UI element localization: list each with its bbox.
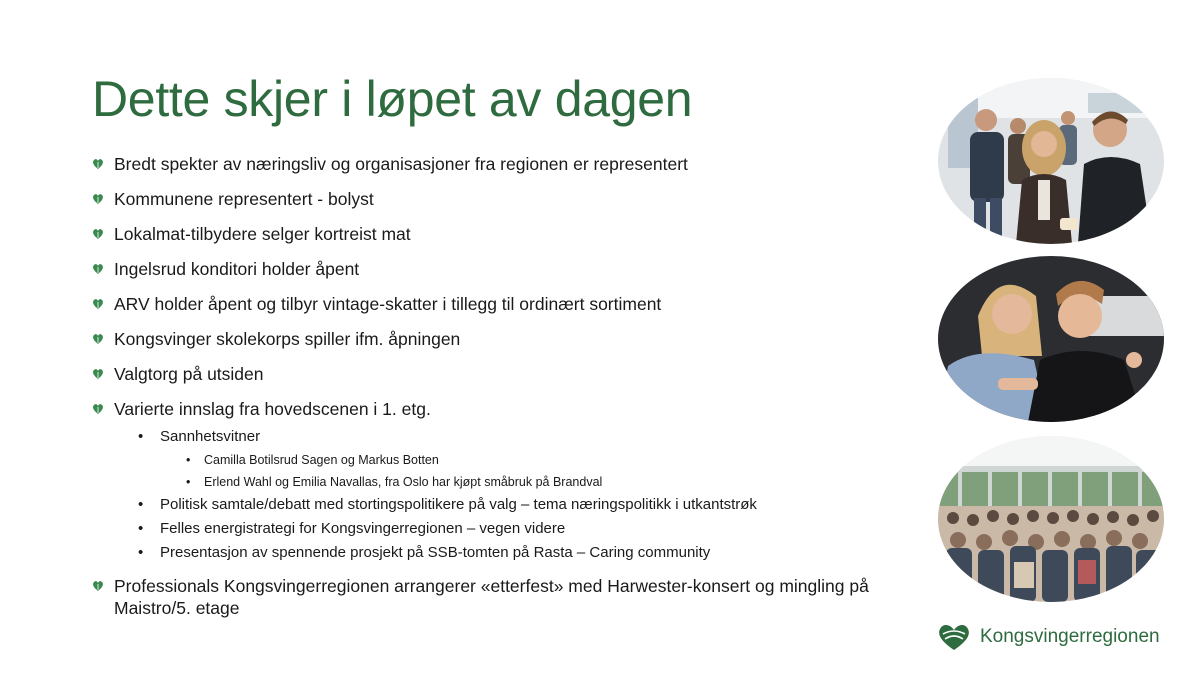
bullet-text: ARV holder åpent og tilbyr vintage-skatter i tillegg til ordinært sortiment xyxy=(114,294,662,314)
slide-title: Dette skjer i løpet av dagen xyxy=(92,71,693,127)
heart-leaf-icon xyxy=(92,158,104,170)
photo-couple xyxy=(938,256,1164,422)
heart-leaf-icon xyxy=(92,298,104,310)
heart-leaf-icon xyxy=(92,403,104,415)
bullet-item xyxy=(92,575,872,619)
bullet-text: Ingelsrud konditori holder åpent xyxy=(114,259,360,279)
bullet-item xyxy=(92,188,872,210)
kongsvinger-logo-icon xyxy=(936,622,972,652)
brand-logo xyxy=(936,622,1160,652)
sub-bullet-item: • Felles energistrategi for Kongsvingerregionen – vegen videre xyxy=(152,519,872,539)
sub-bullet-item: • Presentasjon av spennende prosjekt på SSB-tomten på Rasta – Caring community xyxy=(152,543,872,563)
bullet-text: Valgtorg på utsiden xyxy=(114,364,264,384)
sub-sub-bullet-item: • Erlend Wahl og Emilia Navallas, fra Oslo har kjøpt småbruk på Brandval xyxy=(204,473,872,491)
heart-leaf-icon xyxy=(92,193,104,205)
sub-bullet-list xyxy=(92,427,872,563)
bullet-item xyxy=(92,328,872,350)
bullet-item xyxy=(92,223,872,245)
photo-audience xyxy=(938,436,1164,602)
sub-bullet-item: • Politisk samtale/debatt med stortingspolitikere på valg – tema næringspolitikk i utkantstrøk xyxy=(152,495,872,515)
bullet-text: Professionals Kongsvingerregionen arrangerer «etterfest» med Harwester-konsert og mingling på Maistro/5. etage xyxy=(114,576,869,618)
bullet-item xyxy=(92,398,872,420)
sub-bullet-item: • Sannhetsvitner xyxy=(152,427,872,447)
bullet-text: Bredt spekter av næringsliv og organisasjoner fra regionen er representert xyxy=(114,154,688,174)
bullet-item xyxy=(92,293,872,315)
bullet-list xyxy=(92,153,872,632)
bullet-text: Varierte innslag fra hovedscenen i 1. etg. xyxy=(114,399,431,419)
bullet-item xyxy=(92,363,872,385)
bullet-text: Kommunene representert - bolyst xyxy=(114,189,374,209)
bullet-text: Kongsvinger skolekorps spiller ifm. åpningen xyxy=(114,329,461,349)
heart-leaf-icon xyxy=(92,333,104,345)
heart-leaf-icon xyxy=(92,228,104,240)
bullet-item xyxy=(92,153,872,175)
sub-sub-bullet-item: • Camilla Botilsrud Sagen og Markus Botten xyxy=(204,451,872,469)
logo-text: Kongsvingerregionen xyxy=(980,626,1160,647)
bullet-text: Lokalmat-tilbydere selger kortreist mat xyxy=(114,224,411,244)
photo-mingling xyxy=(938,78,1164,244)
bullet-item xyxy=(92,258,872,280)
heart-leaf-icon xyxy=(92,263,104,275)
heart-leaf-icon xyxy=(92,368,104,380)
heart-leaf-icon xyxy=(92,580,104,592)
